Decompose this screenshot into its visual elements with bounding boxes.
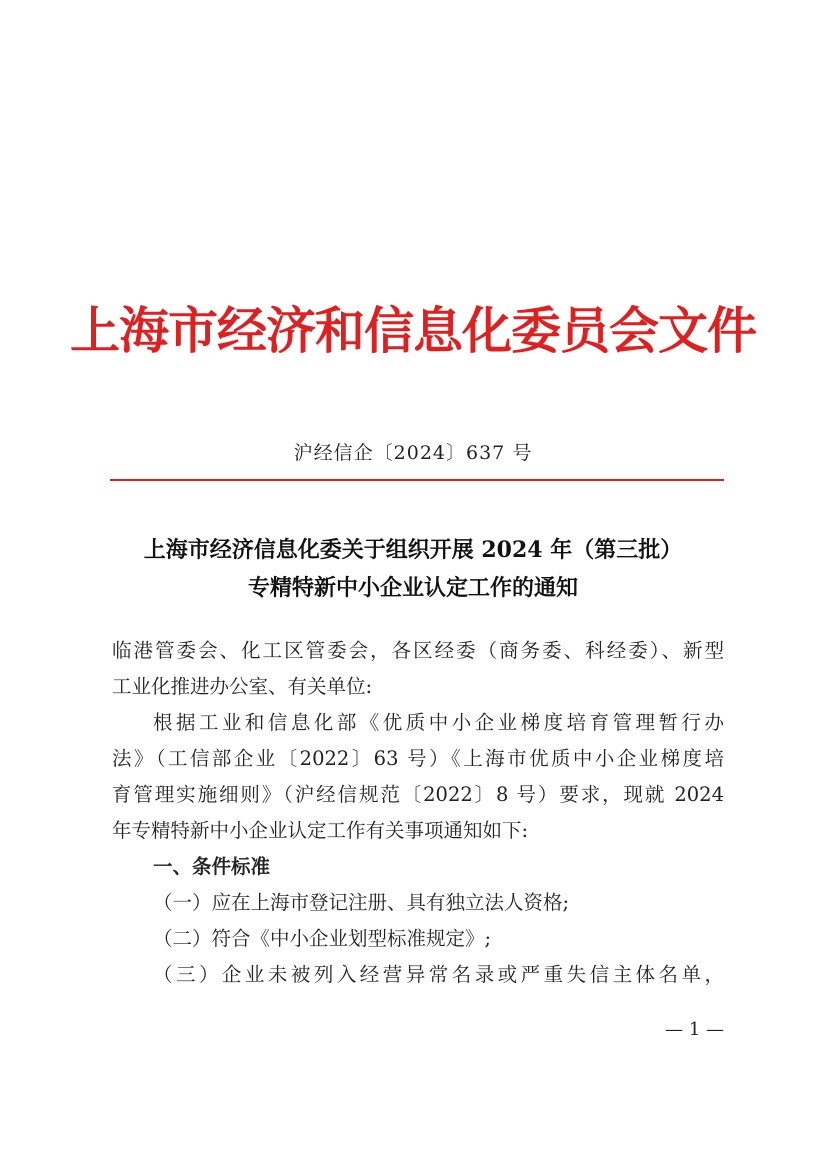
notice-title-line-2: 专精特新中小企业认定工作的通知 bbox=[247, 575, 578, 601]
condition-item-1: （一）应在上海市登记注册、具有独立法人资格; bbox=[153, 891, 570, 914]
condition-item-2: （二）符合《中小企业划型标准规定》; bbox=[153, 927, 492, 950]
page-number: — 1 — bbox=[665, 1019, 724, 1040]
condition-item-3: （三）企业未被列入经营异常名录或严重失信主体名单， bbox=[153, 963, 724, 986]
paragraph-line-2: 法》（工信部企业〔2022〕63 号）《上海市优质中小企业梯度培 bbox=[112, 747, 724, 770]
document-number: 沪经信企〔2024〕637 号 bbox=[293, 442, 533, 464]
issuing-authority-title: 上海市经济和信息化委员会文件 bbox=[70, 301, 756, 360]
addressee-line-1: 临港管委会、化工区管委会，各区经委（商务委、科经委）、新型 bbox=[112, 639, 724, 662]
paragraph-line-1: 根据工业和信息化部《优质中小企业梯度培育管理暂行办 bbox=[153, 711, 724, 734]
addressee-line-2: 工业化推进办公室、有关单位: bbox=[112, 675, 373, 698]
paragraph-line-4: 年专精特新中小企业认定工作有关事项通知如下: bbox=[112, 819, 529, 842]
paragraph-line-3: 育管理实施细则》（沪经信规范〔2022〕8 号）要求，现就 2024 bbox=[112, 783, 724, 806]
notice-title-line-1: 上海市经济信息化委关于组织开展 2024 年（第三批） bbox=[143, 537, 683, 563]
section-heading-conditions: 一、条件标准 bbox=[153, 855, 271, 878]
red-divider-rule bbox=[110, 479, 724, 481]
